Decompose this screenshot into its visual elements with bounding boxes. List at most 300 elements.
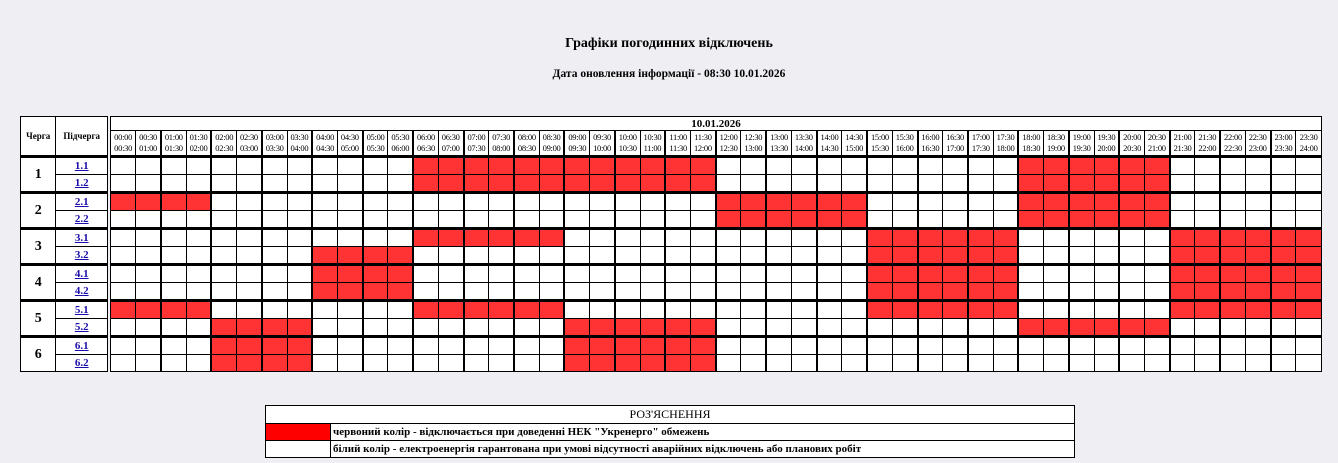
power-cell [640,193,665,211]
outage-cell [337,247,362,265]
power-cell [1069,229,1094,247]
power-cell [943,193,968,211]
slot-start: 05:00 [366,132,385,142]
outage-cell [564,319,589,337]
power-cell [211,301,236,319]
power-cell [943,337,968,355]
slot-end: 18:30 [1022,143,1041,153]
outage-cell [993,247,1018,265]
power-cell [388,355,413,372]
subqueue-cell [56,211,108,229]
subqueue-link[interactable]: 4.1 [74,268,89,280]
power-cell [539,211,564,229]
power-cell [388,337,413,355]
power-cell [766,175,791,193]
power-cell [514,355,539,372]
slot-start: 03:30 [290,132,309,142]
power-cell [111,265,136,283]
power-cell [111,337,136,355]
power-cell [438,355,463,372]
power-cell [867,337,892,355]
queue-number: 3 [21,229,56,265]
slot-start: 23:00 [1274,132,1293,142]
update-date: Дата оновлення інформації - 08:30 10.01.2026 [552,68,786,80]
outage-cell [665,175,690,193]
power-cell [312,193,337,211]
outage-cell [691,319,716,337]
power-cell [464,355,489,372]
power-cell [161,265,186,283]
power-cell [211,247,236,265]
power-cell [363,211,388,229]
power-cell [111,319,136,337]
power-cell [1170,175,1195,193]
outage-cell [691,175,716,193]
power-cell [262,157,287,175]
time-slot-header [237,131,262,157]
power-cell [791,319,816,337]
power-cell [716,157,741,175]
time-slot-header [691,131,716,157]
power-cell [867,157,892,175]
power-cell [1119,229,1144,247]
subqueue-link[interactable]: 6.2 [74,357,89,369]
page-title: Графіки погодинних відключень [565,36,773,51]
slot-start: 21:00 [1173,132,1192,142]
power-cell [1271,355,1296,372]
outage-cell [337,265,362,283]
outage-cell [867,283,892,301]
subqueue-link[interactable]: 3.2 [74,249,89,261]
slot-end: 01:00 [139,143,158,153]
power-cell [867,355,892,372]
power-cell [564,301,589,319]
outage-cell [489,157,514,175]
slot-end: 14:30 [820,143,839,153]
power-cell [287,211,312,229]
power-cell [640,265,665,283]
power-cell [1170,337,1195,355]
outage-cell [564,175,589,193]
subqueue-link[interactable]: 3.1 [74,232,89,244]
outage-cell [1220,301,1245,319]
subqueue-cell [56,193,108,211]
power-cell [262,265,287,283]
time-slot-header [1044,131,1069,157]
outage-cell [211,319,236,337]
power-cell [539,193,564,211]
power-cell [489,337,514,355]
power-cell [665,193,690,211]
subqueue-link[interactable]: 6.1 [74,340,89,352]
slot-start: 20:30 [1147,132,1166,142]
outage-cell [640,337,665,355]
queue-number: 1 [21,157,56,193]
power-cell [363,193,388,211]
power-cell [337,229,362,247]
power-cell [1044,301,1069,319]
schedule-grid [110,116,1322,372]
outage-cell [1018,193,1043,211]
power-cell [438,283,463,301]
slot-start: 01:00 [164,132,183,142]
power-cell [590,211,615,229]
power-cell [464,283,489,301]
power-cell [1195,175,1220,193]
outage-cell [968,229,993,247]
power-cell [489,193,514,211]
queue-header: Черга [21,117,56,157]
slot-start: 06:00 [417,132,435,142]
power-cell [918,337,943,355]
power-cell [1245,193,1270,211]
power-cell [413,193,438,211]
power-cell [489,283,514,301]
slot-start: 13:00 [770,132,788,142]
subqueue-cell [56,265,108,283]
power-cell [1220,337,1245,355]
outage-cell [892,283,917,301]
outage-cell [186,301,211,319]
outage-cell [1245,301,1270,319]
power-cell [741,157,766,175]
power-cell [237,247,262,265]
outage-cell [564,355,589,372]
power-cell [186,337,211,355]
power-cell [918,319,943,337]
schedule-row [111,175,1322,193]
power-cell [1296,211,1322,229]
time-slot-header [111,131,136,157]
power-cell [1271,175,1296,193]
power-cell [337,319,362,337]
power-cell [136,175,161,193]
power-cell [691,229,716,247]
time-slot-header [640,131,665,157]
time-slot-header [741,131,766,157]
legend-red-text: червоний колір - відключається при доведенні НЕК "Укренерго" обмежень [331,424,1075,441]
slot-end: 01:30 [164,143,183,153]
slot-start: 14:30 [845,132,864,142]
power-cell [287,283,312,301]
power-cell [1144,247,1169,265]
subqueue-cell [56,175,108,193]
slot-start: 17:00 [971,132,990,142]
power-cell [892,193,917,211]
time-slot-header [1018,131,1043,157]
time-slot-header [489,131,514,157]
slot-start: 22:00 [1224,132,1242,142]
subqueue-link[interactable]: 2.2 [74,213,89,225]
time-slot-header [1220,131,1245,157]
power-cell [590,265,615,283]
power-cell [262,247,287,265]
power-cell [842,319,867,337]
power-cell [211,283,236,301]
slot-end: 24:00 [1299,143,1318,153]
outage-cell [615,337,640,355]
power-cell [186,157,211,175]
outage-cell [1271,247,1296,265]
outage-cell [539,157,564,175]
power-cell [539,337,564,355]
outage-cell [993,283,1018,301]
power-cell [1271,193,1296,211]
power-cell [968,355,993,372]
outage-cell [716,193,741,211]
power-cell [312,355,337,372]
outage-cell [1245,283,1270,301]
subqueue-link[interactable]: 5.2 [74,321,89,333]
power-cell [564,193,589,211]
power-cell [1018,265,1043,283]
outage-cell [1069,319,1094,337]
outage-cell [237,355,262,372]
queue-number: 5 [21,301,56,337]
slot-end: 22:00 [1198,143,1217,153]
power-cell [968,193,993,211]
time-slot-header [464,131,489,157]
outage-cell [943,265,968,283]
power-cell [287,301,312,319]
power-cell [791,229,816,247]
power-cell [363,157,388,175]
power-cell [817,283,842,301]
power-cell [312,337,337,355]
power-cell [1296,337,1322,355]
power-cell [337,301,362,319]
power-cell [615,211,640,229]
slot-end: 05:30 [366,143,385,153]
power-cell [111,247,136,265]
power-cell [186,229,211,247]
outage-cell [1296,247,1322,265]
power-cell [766,355,791,372]
power-cell [590,229,615,247]
outage-cell [1296,265,1322,283]
power-cell [892,211,917,229]
power-cell [918,355,943,372]
power-cell [1044,337,1069,355]
outage-cell [1069,157,1094,175]
time-slot-header [262,131,287,157]
power-cell [186,175,211,193]
power-cell [842,265,867,283]
power-cell [615,229,640,247]
time-slot-header [287,131,312,157]
subqueue-link[interactable]: 5.1 [74,304,89,316]
power-cell [791,247,816,265]
power-cell [892,337,917,355]
power-cell [842,355,867,372]
power-cell [1195,337,1220,355]
outage-cell [918,229,943,247]
power-cell [691,211,716,229]
power-cell [1170,211,1195,229]
outage-cell [237,319,262,337]
power-cell [489,355,514,372]
outage-cell [665,319,690,337]
power-cell [1195,355,1220,372]
power-cell [1069,265,1094,283]
outage-cell [1170,247,1195,265]
schedule-row [111,337,1322,355]
subqueue-link[interactable]: 1.1 [74,160,89,172]
slot-end: 16:30 [921,143,940,153]
power-cell [691,265,716,283]
power-cell [1296,355,1322,372]
power-cell [741,175,766,193]
power-cell [665,283,690,301]
slot-end: 18:00 [996,143,1015,153]
power-cell [489,319,514,337]
outage-cell [1144,175,1169,193]
outage-cell [615,157,640,175]
power-cell [363,355,388,372]
power-cell [766,265,791,283]
power-cell [539,355,564,372]
subqueue-link[interactable]: 1.2 [74,177,89,189]
outage-cell [514,157,539,175]
slot-start: 05:30 [391,132,410,142]
power-cell [766,301,791,319]
slot-start: 21:30 [1198,132,1217,142]
outage-cell [539,229,564,247]
outage-cell [741,211,766,229]
power-cell [1271,211,1296,229]
power-cell [413,355,438,372]
outage-cell [1271,301,1296,319]
power-cell [186,355,211,372]
outage-cell [1018,211,1043,229]
power-cell [262,211,287,229]
outage-cell [287,355,312,372]
power-cell [514,319,539,337]
outage-cell [1069,211,1094,229]
power-cell [741,247,766,265]
time-slot-header [665,131,690,157]
outage-cell [1296,229,1322,247]
outage-cell [590,337,615,355]
power-cell [539,265,564,283]
power-cell [943,157,968,175]
power-cell [1245,175,1270,193]
power-cell [1170,193,1195,211]
power-cell [766,337,791,355]
outage-cell [211,337,236,355]
slot-start: 07:00 [467,132,486,142]
power-cell [1069,337,1094,355]
outage-cell [1195,229,1220,247]
power-cell [1069,301,1094,319]
power-cell [1220,193,1245,211]
power-cell [766,319,791,337]
power-cell [464,211,489,229]
power-cell [287,265,312,283]
outage-cell [968,247,993,265]
power-cell [1119,337,1144,355]
slot-start: 12:30 [744,132,763,142]
slot-start: 12:00 [719,132,738,142]
power-cell [438,211,463,229]
power-cell [136,265,161,283]
time-slot-header [968,131,993,157]
power-cell [413,283,438,301]
outage-cell [943,247,968,265]
power-cell [211,211,236,229]
power-cell [741,265,766,283]
power-cell [590,283,615,301]
power-cell [817,265,842,283]
outage-cell [514,175,539,193]
power-cell [741,319,766,337]
power-cell [388,301,413,319]
slot-start: 07:30 [492,132,511,142]
outage-cell [1044,211,1069,229]
power-cell [1245,211,1270,229]
queue-table [20,116,108,372]
slot-start: 10:00 [618,132,637,142]
power-cell [161,319,186,337]
power-cell [766,157,791,175]
subqueue-cell [56,301,108,319]
power-cell [1119,265,1144,283]
subqueue-link[interactable]: 4.2 [74,285,89,297]
time-slot-header [438,131,463,157]
power-cell [1271,337,1296,355]
outage-cell [1170,301,1195,319]
power-cell [766,247,791,265]
power-cell [791,301,816,319]
power-cell [1069,355,1094,372]
subqueue-link[interactable]: 2.1 [74,196,89,208]
outage-cell [1170,283,1195,301]
power-cell [892,319,917,337]
outage-cell [1195,265,1220,283]
time-slot-header [186,131,211,157]
time-slot-header [993,131,1018,157]
power-cell [237,283,262,301]
outage-cell [1094,319,1119,337]
time-slot-header [892,131,917,157]
outage-cell [363,265,388,283]
legend-white-swatch [266,441,331,458]
power-cell [741,283,766,301]
power-cell [968,175,993,193]
power-cell [640,301,665,319]
power-cell [817,229,842,247]
outage-cell [1069,175,1094,193]
outage-cell [413,175,438,193]
time-slot-header [1170,131,1195,157]
slot-end: 15:30 [870,143,889,153]
power-cell [640,283,665,301]
power-cell [1195,193,1220,211]
outage-cell [842,193,867,211]
time-slot-header [564,131,589,157]
slot-start: 16:00 [921,132,940,142]
slot-start: 16:30 [946,132,965,142]
power-cell [791,283,816,301]
slot-end: 15:00 [845,143,864,153]
power-cell [615,265,640,283]
slot-start: 10:30 [643,132,662,142]
outage-cell [539,301,564,319]
subqueue-cell [56,355,108,372]
outage-cell [111,193,136,211]
outage-cell [943,229,968,247]
time-slot-header [161,131,186,157]
